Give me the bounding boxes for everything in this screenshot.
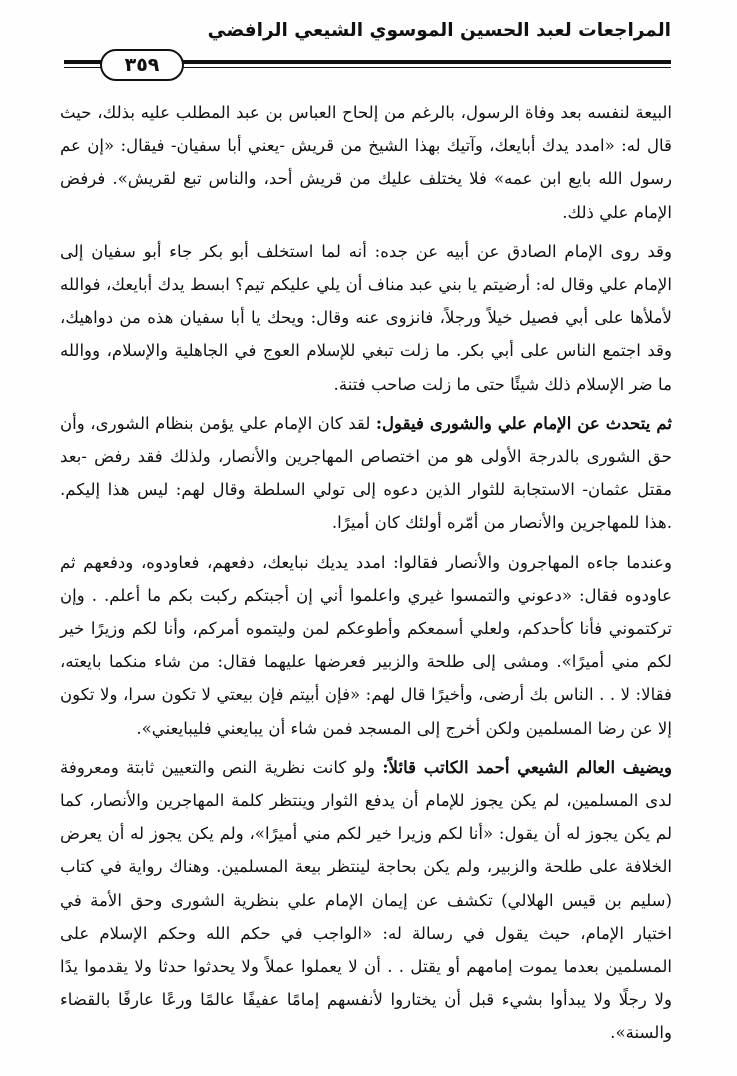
page-number-badge: ٣٥٩ — [100, 49, 184, 81]
paragraph-lead: ثم يتحدث عن الإمام علي والشورى فيقول: — [375, 412, 672, 433]
paragraph-text: ولو كانت نظرية النص والتعيين ثابتة ومعروفة لدى المسلمين، لم يكن يجوز للإمام أن يدفع الثوار وينتظر كلمة المهاجرين والأنصار، كما لم يكن يجوز له أن يقول: «أنا لكم وزيرا خير لكم مني أميرًا»، ولم يكن يجوز له أن يعرض الخلافة على طلحة والزبير، ولم يكن بحاجة لينتظر بيعة المسلمين. وهناك رواية في كتاب (سليم بن قيس الهلالي) تكشف عن إيمان الإمام علي بنظرية الشورى وحق الأمة في اختيار الإمام، حيث يقول في رسالة له: «الواجب في حكم الله وحكم الإسلام على المسلمين بعدما يموت إمامهم أو يقتل . . أن لا يعملوا عملاً ولا يحدثوا حدثا ولا يقدموا يدًا ولا رجلًا ولا يبدأوا بشيء قبل أن يختاروا لأنفسهم إمامًا عفيفًا عالمًا ورعًا عارفًا بالقضاء والسنة». — [60, 757, 672, 1043]
paragraph-text: وعندما جاءه المهاجرون والأنصار فقالوا: امدد يديك نبايعك، دفعهم، فعاودوه، ودفعهم ثم عاودوه فقال: «دعوني والتمسوا غيري واعلموا أني إن أجبتكم ركبت بكم ما أعلم. . وإن تركتموني فأنا كأحدكم، ولعلي أسمعكم وأطوعكم لمن وليتموه أمركم، وأنا لكم وزيرًا خير لكم مني أميرًا». ومشى إلى طلحة والزبير فعرضها عليهما فقال: من شاء منكما بايعته، فقالا: لا . . الناس بك أرضى، وأخيرًا قال لهم: «فإن أبيتم فإن بيعتي لا تكون سرا، ولا تكون إلا عن رضا المسلمين ولكن أخرج إلى المسجد فمن شاء أن يبايعني فليبايعني». — [60, 552, 672, 738]
paragraph-1 — [60, 96, 672, 229]
paragraph-text: لقد كان الإمام علي يؤمن بنظام الشورى، وأن حق الشورى بالدرجة الأولى هو من اختصاص المهاجرين والأنصار، ولذلك فقد رفض -بعد مقتل عثمان- الاستجابة للثوار الذين دعوه إلى تولي السلطة وقال لهم: ليس هذا إليكم. .هذا للمهاجرين والأنصار من أمّره أولئك كان أميرًا. — [60, 413, 672, 533]
paragraph-text: البيعة لنفسه بعد وفاة الرسول، بالرغم من إلحاح العباس بن عبد المطلب عليه بذلك، حيث قال له: «امدد يدك أبايعك، وآتيك بهذا الشيخ من قريش -يعني أبا سفيان- فيقال: «إن عم رسول الله بايع ابن عمه» فلا يختلف عليك من قريش أحد، والناس تبع لقريش». فرفض الإمام علي ذلك. — [60, 103, 672, 222]
body-text — [60, 96, 672, 1050]
running-title: المراجعات لعبد الحسين الموسوي الشيعي الرافضي — [207, 20, 671, 41]
paragraph-5 — [60, 751, 672, 1050]
paragraph-text: وقد روى الإمام الصادق عن أبيه عن جده: أنه لما استخلف أبو بكر جاء أبو سفيان إلى الإمام علي وقال له: أرضيتم يا بني عبد مناف أن يلي عليكم تيم؟ ابسط يدك أبايعك، فوالله لأملأها على أبي فصيل خيلاً ورجلاً، فانزوى عنه وقال: ويحك يا أبا سفيان هذه من دواهيك، وقد اجتمع الناس على أبي بكر. ما زلت تبغي للإسلام العوج في الجاهلية والإسلام، ووالله ما ضر الإسلام ذلك شيئًا حتى ما زلت صاحب فتنة. — [60, 241, 672, 394]
paragraph-2 — [60, 235, 672, 401]
paragraph-lead: ويضيف العالم الشيعي أحمد الكاتب قائلاً: — [382, 756, 672, 777]
page-header — [64, 14, 671, 86]
paragraph-4 — [60, 546, 672, 745]
paragraph-3 — [60, 407, 672, 540]
